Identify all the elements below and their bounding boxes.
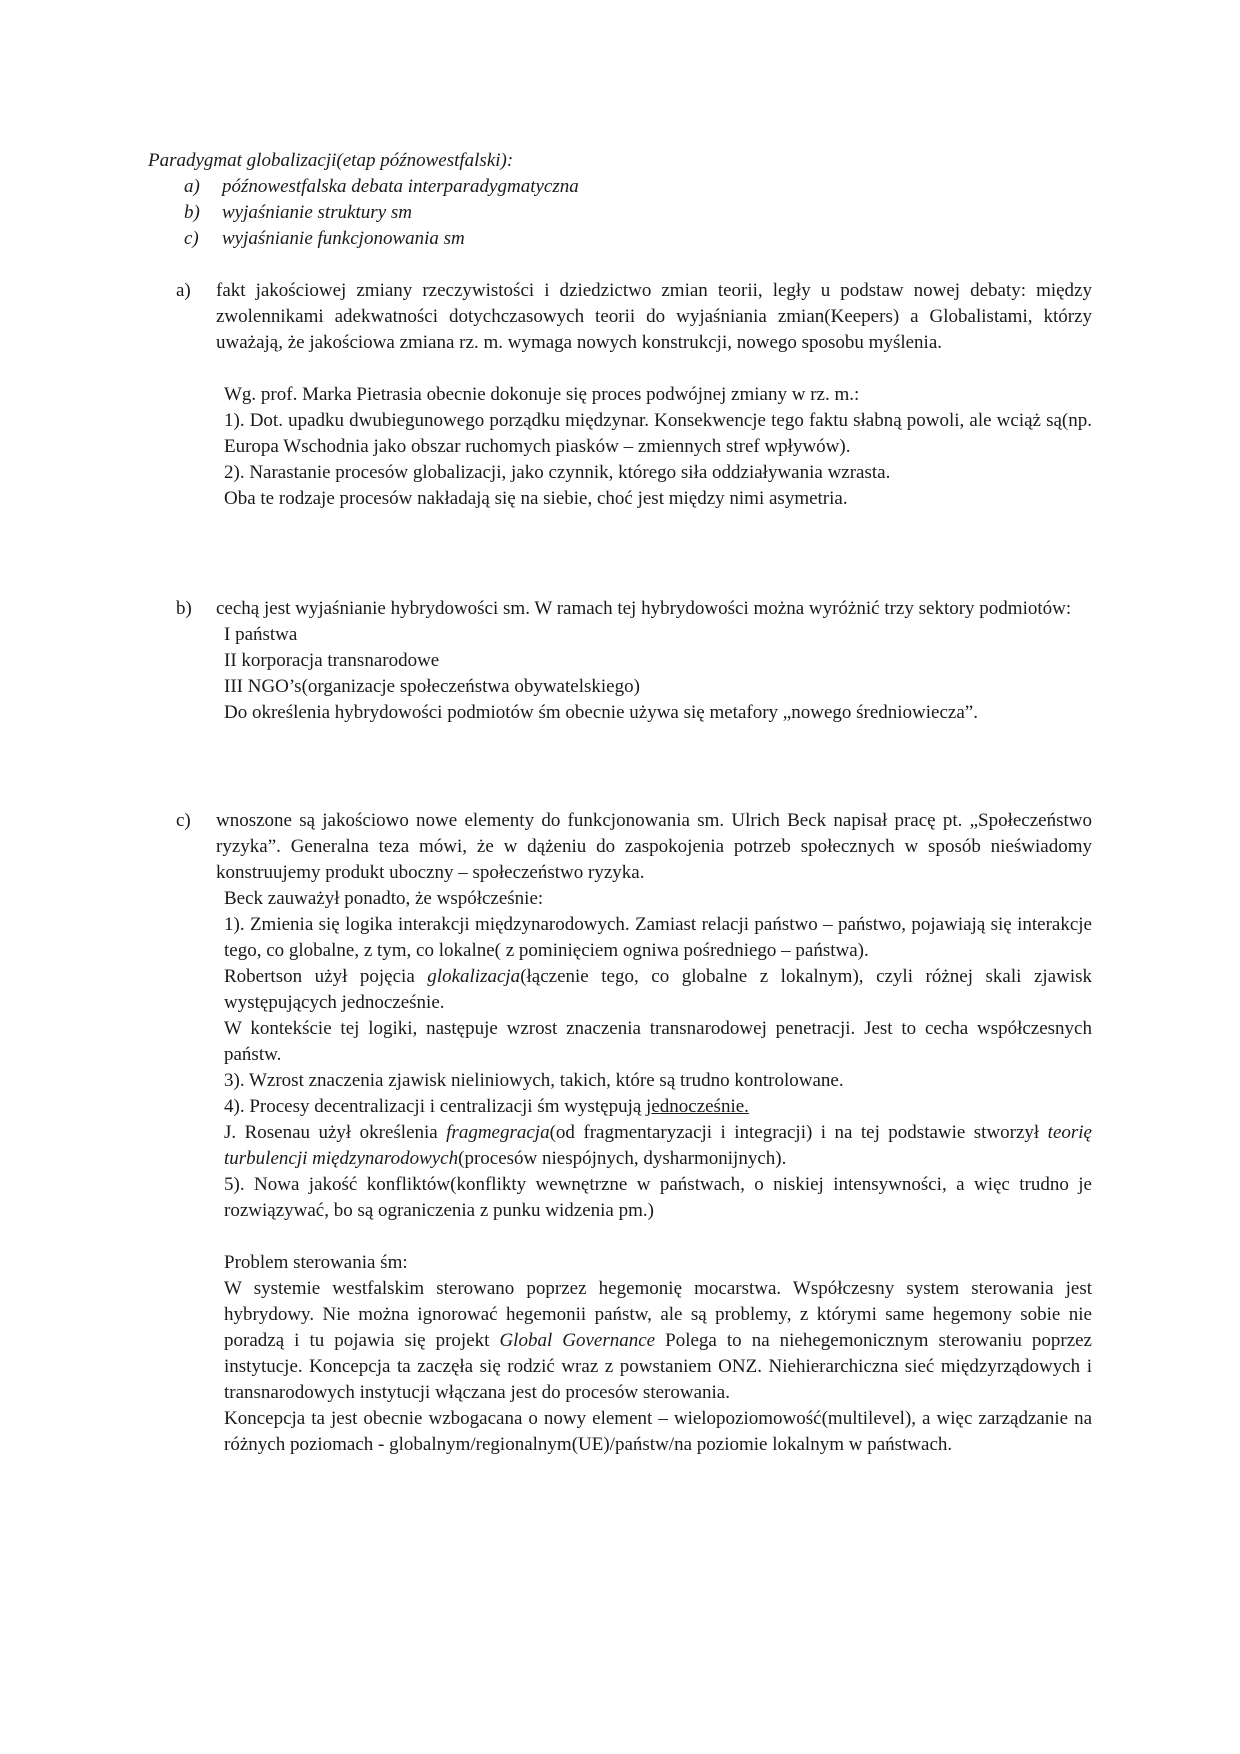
- section-marker: b): [176, 598, 192, 619]
- subheading: Problem sterowania śm:: [224, 1252, 408, 1273]
- section-c-intro: wnoszone są jakościowo nowe elementy do funkcjonowania sm. Ulrich Beck napisał pracę pt. „Społeczeństwo ryzyka”. Generalna teza mówi, że w dążeniu do zaspokojenia potrzeb społecznych w sposób nieświadomy konstruujemy produkt uboczny – społeczeństwo ryzyka.: [216, 810, 1092, 883]
- text-run: (łączenie tego, co globalne z lokalnym), czyli różnej skali zjawisk występujących jednocześnie.: [224, 966, 1092, 1013]
- outline-marker: c): [184, 228, 199, 249]
- section-a: [176, 278, 1092, 512]
- outline-text: późnowestfalska debata interparadygmatyczna: [222, 176, 579, 197]
- paragraph: W kontekście tej logiki, następuje wzrost znaczenia transnarodowej penetracji. Jest to cecha współczesnych państw.: [224, 1018, 1092, 1065]
- paragraph: 3). Wzrost znaczenia zjawisk nieliniowych, takich, które są trudno kontrolowane.: [224, 1070, 844, 1091]
- text-run: (procesów niespójnych, dysharmonijnych).: [458, 1148, 787, 1169]
- text-run: Robertson użył pojęcia: [224, 966, 428, 987]
- paragraph: [224, 1094, 1092, 1120]
- section-marker: a): [176, 280, 191, 301]
- section-b: [176, 596, 1092, 726]
- section-a-intro: fakt jakościowej zmiany rzeczywistości i dziedzictwo zmian teorii, legły u podstaw nowej debaty: między zwolennikami adekwatności dotychczasowych teorii do wyjaśniania zmian(Keepers) a Globalistami, którzy uważają, że jakościowa zmiana rz. m. wymaga nowych konstrukcji, nowego sposobu myślenia.: [216, 280, 1092, 353]
- outline-item: [184, 174, 984, 200]
- list-item: III NGO’s(organizacje społeczeństwa obywatelskiego): [224, 676, 640, 697]
- paragraph: 1). Zmienia się logika interakcji międzynarodowych. Zamiast relacji państwo – państwo, pojawiają się interakcje tego, co globalne, z tym, co lokalne( z pominięciem ogniwa pośredniego – państwa).: [224, 914, 1092, 961]
- paragraph: 5). Nowa jakość konfliktów(konflikty wewnętrzne w państwach, o niskiej intensywności, a więc trudno je rozwiązywać, bo są ograniczenia z punku widzenia pm.): [224, 1174, 1092, 1221]
- outline-list: [184, 174, 984, 252]
- text-run: W systemie westfalskim sterowano poprzez hegemonię mocarstwa. Współczesny system sterowania jest hybrydowy. Nie można ignorować hegemonii państw, ale są problemy, z którymi same hegemony sobie nie poradzą i tu pojawia się projekt: [224, 1278, 1092, 1351]
- term-glokalizacja: glokalizacja: [427, 966, 521, 987]
- outline-item: [184, 200, 984, 226]
- paragraph: [224, 1276, 1092, 1406]
- paragraph: [224, 1120, 1092, 1172]
- section-marker: c): [176, 810, 191, 831]
- outline-item: [184, 226, 984, 252]
- paragraph: Wg. prof. Marka Pietrasia obecnie dokonuje się proces podwójnej zmiany w rz. m.:: [224, 384, 860, 405]
- section-b-intro: cechą jest wyjaśnianie hybrydowości sm. W ramach tej hybrydowości można wyróżnić trzy sektory podmiotów:: [216, 598, 1072, 619]
- text-run: 4). Procesy decentralizacji i centralizacji śm występują: [224, 1096, 647, 1117]
- term-global-governance: Global Governance: [499, 1330, 656, 1351]
- section-c: [176, 808, 1092, 1458]
- outline-text: wyjaśnianie funkcjonowania sm: [222, 228, 465, 249]
- document-title: Paradygmat globalizacji(etap późnowestfalski):: [148, 150, 514, 171]
- paragraph: Koncepcja ta jest obecnie wzbogacana o nowy element – wielopoziomowość(multilevel), a więc zarządzanie na różnych poziomach - globalnym/regionalnym(UE)/państw/na poziomie lokalnym w państwach.: [224, 1408, 1092, 1455]
- text-run: Polega to na niehegemonicznym sterowaniu poprzez instytucje. Koncepcja ta zaczęła się rodzić wraz z powstaniem ONZ. Niehierarchiczna sieć międzyrządowych i transnarodowych instytucji włączana jest do procesów sterowania.: [224, 1330, 1092, 1403]
- paragraph: Do określenia hybrydowości podmiotów śm obecnie używa się metafory „nowego średniowiecza”.: [224, 702, 978, 723]
- paragraph: Beck zauważył ponadto, że współcześnie:: [224, 888, 544, 909]
- paragraph: [224, 964, 1092, 1016]
- outline-text: wyjaśnianie struktury sm: [222, 202, 412, 223]
- text-run: (od fragmentaryzacji i integracji) i na tej podstawie stworzył: [549, 1122, 1048, 1143]
- outline-marker: a): [184, 176, 200, 197]
- text-run: J. Rosenau użył określenia: [224, 1122, 447, 1143]
- underlined-text: jednocześnie.: [646, 1096, 749, 1117]
- term-fragmegracja: fragmegracja: [446, 1122, 550, 1143]
- paragraph: 2). Narastanie procesów globalizacji, jako czynnik, którego siła oddziaływania wzrasta.: [224, 462, 891, 483]
- paragraph: 1). Dot. upadku dwubiegunowego porządku międzynar. Konsekwencje tego faktu słabną powoli, ale wciąż są(np. Europa Wschodnia jako obszar ruchomych piasków – zmiennych stref wpływów).: [224, 410, 1092, 457]
- term-turbulence-theory: teorię turbulencji międzynarodowych: [224, 1122, 1092, 1169]
- paragraph: Oba te rodzaje procesów nakładają się na siebie, choć jest między nimi asymetria.: [224, 488, 848, 509]
- list-item: II korporacja transnarodowe: [224, 650, 440, 671]
- list-item: I państwa: [224, 624, 298, 645]
- outline-marker: b): [184, 202, 200, 223]
